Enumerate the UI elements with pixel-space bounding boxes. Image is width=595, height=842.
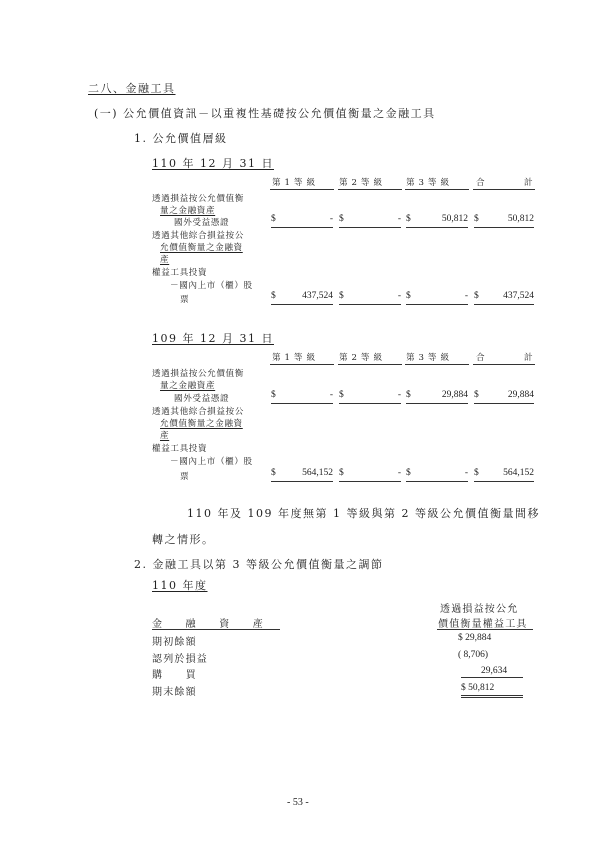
table2-row1-sub: 國外受益憑證 [174, 394, 230, 404]
table1-row2-sub2: 票 [180, 295, 190, 305]
table2-row2-label3: 產 [160, 431, 170, 441]
table2-header-level1: 第 1 等 級 [272, 353, 316, 363]
recon-col-head-2: 價值衡量權益工具 [438, 619, 528, 630]
recon-row-purchase-label: 購 買 [152, 670, 197, 681]
table1-header-rule-4 [473, 189, 535, 190]
table1-row2-level1: $ 437,524 [271, 292, 333, 305]
subsection-title: (一) 公允價值資訊－以重複性基礎按公允價值衡量之金融工具 [94, 107, 436, 120]
table2-row2-sub1: －國內上市（櫃）股 [170, 457, 253, 467]
table2-row1-label1: 透過損益按公允價值衡 [152, 369, 244, 379]
table1-row1-total: $ 50,812 [474, 215, 534, 228]
table2-header-rule-1 [270, 364, 334, 365]
table1-header-rule-2 [338, 189, 402, 190]
recon-row-closing-label: 期末餘額 [152, 687, 197, 698]
table1-row1-level3: $ 50,812 [406, 215, 468, 228]
table1-header-level3: 第 3 等 級 [406, 178, 450, 188]
recon-col-head-1: 透過損益按公允 [440, 604, 519, 615]
paragraph-line-1: 110 年及 109 年度無第 1 等級與第 2 等級公允價值衡量間移 [187, 507, 540, 520]
table1-header-level1: 第 1 等 級 [272, 178, 316, 188]
recon-row-pl-value: ( 8,706) [458, 650, 489, 660]
table1-row2-label1: 透過其他綜合損益按公 [152, 231, 244, 241]
table2-row1-level3: $ 29,884 [406, 391, 468, 404]
recon-row-opening-label: 期初餘額 [152, 637, 197, 648]
recon-row-closing-value: $ 50,812 [461, 683, 495, 693]
table2-row2-level2: $ - [339, 469, 401, 482]
table1-header-level2: 第 2 等 級 [339, 178, 383, 188]
table2-row1-level2: $ - [339, 391, 401, 404]
recon-row-purchase-value: 29,634 [481, 666, 508, 676]
table2-header-rule-3 [405, 364, 469, 365]
recon-total-rule-2 [461, 697, 523, 698]
table2-header-level2: 第 2 等 級 [339, 353, 383, 363]
table2-row2-label1: 透過其他綜合損益按公 [152, 407, 244, 417]
recon-label-head-rule [152, 629, 280, 630]
table1-row2-level3: $ - [406, 292, 468, 305]
table1-row1-label1: 透過損益按公允價值衡 [152, 194, 244, 204]
table2-row1-label2: 量之金融資產 [160, 381, 216, 391]
table1-row1-level1: $ - [271, 215, 333, 228]
table1-header-rule-1 [270, 189, 334, 190]
table1-row2-label3: 產 [160, 255, 170, 265]
section-title [88, 80, 176, 96]
item-1-heading: 1. 公允價值層級 [134, 132, 228, 145]
section-title-text: 二八、金融工具 [88, 82, 176, 95]
table2-row2-label4: 權益工具投資 [152, 444, 208, 454]
table2-row2-level1: $ 564,152 [271, 469, 333, 482]
paragraph-line-2: 轉之情形。 [152, 533, 215, 546]
table1-header-rule-3 [405, 189, 469, 190]
table1-row1-level2: $ - [339, 215, 401, 228]
recon-label-head: 金 融 資 產 [152, 619, 264, 630]
table2-date: 109 年 12 月 31 日 [152, 332, 274, 345]
table1-row2-total: $ 437,524 [474, 292, 534, 305]
table2-row2-label2: 允價值衡量之金融資 [160, 419, 243, 429]
table1-row2-sub1: －國內上市（櫃）股 [170, 281, 253, 291]
table2-header-level3: 第 3 等 級 [406, 353, 450, 363]
table2-header-total-1: 合 [476, 353, 486, 363]
table2-row1-total: $ 29,884 [474, 391, 534, 404]
table2-row2-level3: $ - [406, 469, 468, 482]
recon-row-pl-label: 認列於損益 [152, 654, 208, 665]
table1-row2-label2: 允價值衡量之金融資 [160, 243, 243, 253]
page-number: - 53 - [287, 797, 309, 808]
table2-row2-sub2: 票 [180, 472, 190, 482]
table1-row1-sub: 國外受益憑證 [174, 218, 230, 228]
item-2-heading: 2. 金融工具以第 3 等級公允價值衡量之調節 [134, 558, 384, 571]
table1-header-total-1: 合 [476, 178, 486, 188]
recon-col-head-rule [437, 629, 533, 630]
table1-header-total-2: 計 [524, 178, 534, 188]
recon-subtotal-rule [461, 677, 523, 678]
table2-header-rule-4 [473, 364, 535, 365]
recon-row-opening-value: $ 29,884 [458, 633, 492, 643]
table2-header-total-2: 計 [524, 353, 534, 363]
table2-row1-level1: $ - [271, 391, 333, 404]
table1-row2-level2: $ - [339, 292, 401, 305]
recon-year: 110 年度 [152, 579, 208, 592]
table1-row2-label4: 權益工具投資 [152, 268, 208, 278]
table1-row1-label2: 量之金融資產 [160, 206, 216, 216]
table2-header-rule-2 [338, 364, 402, 365]
recon-total-rule-1 [461, 695, 523, 696]
table2-row2-total: $ 564,152 [474, 469, 534, 482]
table1-date: 110 年 12 月 31 日 [152, 157, 274, 170]
